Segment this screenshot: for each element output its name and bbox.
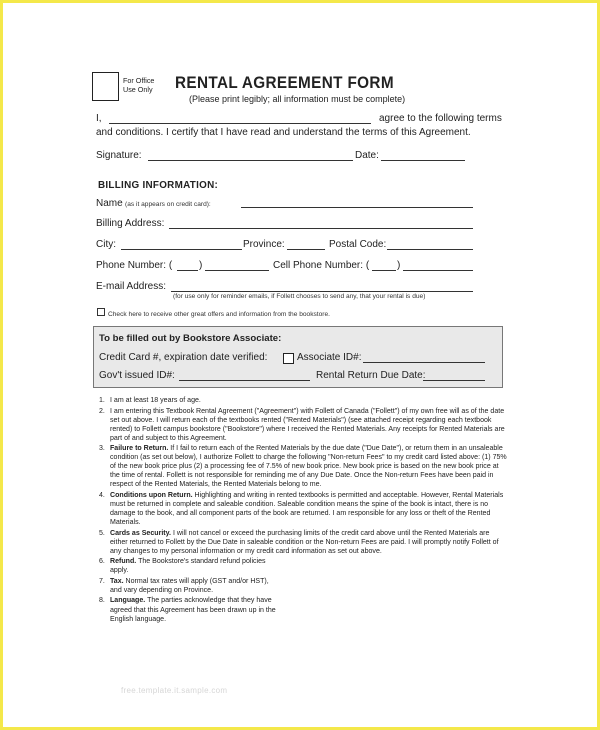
form-title: RENTAL AGREEMENT FORM xyxy=(175,73,394,92)
office-use-note xyxy=(123,76,154,94)
name-label: Name xyxy=(96,198,123,209)
offers-row[interactable] xyxy=(97,308,330,318)
term-item: 2. I am entering this Textbook Rental Agreement ("Agreement") with Follett of Canada ("Follett") of my own free will as of the date set out above. I will return each of the textbooks rented ("Rented Materials") (see attached receipt regarding each textbook rented) to Follett campus bookstore ("Bookstore") where I received the Rented Materials. Any receipts for Rented Materials are part of and subject to this Agreement. xyxy=(99,407,505,442)
govt-id-label: Gov't issued ID#: xyxy=(99,370,175,381)
associate-id-field[interactable] xyxy=(363,362,485,363)
agreement-statement: and conditions. I certify that I have read and understand the terms of this Agreement. xyxy=(96,127,471,138)
email-hint: (for use only for reminder emails, if Follett chooses to send any, that your rental is due) xyxy=(173,293,426,300)
term-item: 8. Language. The parties acknowledge that they have agreed that this Agreement has been drawn up in the English language. xyxy=(99,597,276,623)
watermark: free.template.it.sample.com xyxy=(121,686,228,695)
phone-area-field[interactable] xyxy=(177,270,198,271)
office-use-box[interactable] xyxy=(92,72,119,101)
cell-number-field[interactable] xyxy=(403,270,473,271)
province-field[interactable] xyxy=(287,249,325,250)
city-field[interactable] xyxy=(121,249,242,250)
term-item: 5. Cards as Security. I will not cancel or exceed the purchasing limits of the credit card above until the Rented Materials are either returned to Follett by the Due Date in saleable condition or the Non-return Fees are paid. I will promptly notify Follett of any changes to my personal information or my credit card information as set out above. xyxy=(99,529,499,555)
offers-text: Check here to receive other great offers and information from the bookstore. xyxy=(108,311,330,318)
term-item: 4. Conditions upon Return. Highlighting and writing in rented textbooks is permitted and acceptable. However, Rental Materials must be returned in complete and saleable condition. Saleable condition means the spine of the book is intact, there is no damage to the book, and all component parts of the book are returned. I am responsible for any loss or theft of the Rented Materials. xyxy=(99,491,504,527)
credit-verified-label: Credit Card #, expiration date verified: xyxy=(99,352,268,363)
form-subtitle: (Please print legibly; all information must be complete) xyxy=(189,94,406,104)
cell-phone-label: Cell Phone Number: ( xyxy=(273,260,370,271)
email-label: E-mail Address: xyxy=(96,281,167,292)
name-field[interactable] xyxy=(241,207,473,208)
postal-code-field[interactable] xyxy=(387,249,473,250)
signature-field[interactable] xyxy=(148,160,353,161)
term-item: 1. I am at least 18 years of age. xyxy=(99,397,201,404)
term-item: 7. Tax. Normal tax rates will apply (GST and/or HST), and vary depending on Province. xyxy=(99,577,269,594)
agree-text: agree to the following terms xyxy=(379,113,502,124)
phone-label: Phone Number: ( xyxy=(96,260,173,271)
term-item: 6. Refund. The Bookstore's standard refund policies apply. xyxy=(99,558,266,575)
offers-checkbox[interactable] xyxy=(97,308,105,316)
terms-list xyxy=(99,396,507,625)
billing-heading: BILLING INFORMATION: xyxy=(98,179,219,191)
billing-address-label: Billing Address: xyxy=(96,218,165,229)
due-date-field[interactable] xyxy=(423,380,485,381)
govt-id-field[interactable] xyxy=(179,380,310,381)
office-note-line1: For Office xyxy=(123,76,155,85)
signature-label: Signature: xyxy=(96,150,142,161)
email-field[interactable] xyxy=(171,291,473,292)
date-field[interactable] xyxy=(381,160,465,161)
cell-area-field[interactable] xyxy=(372,270,396,271)
term-item: 3. Failure to Return. If I fail to return each of the Rented Materials by the due date ("Due Date"), or return them in an unsaleable condition (as set out below), I authorize Follett to charge the following "Non-return Fees" to my credit card listed above: (1) 75% of the new book price plus (2) a processing fee of 7.5% of new book price. New book price is based on the new book price at the time of rental. Follett is not responsible for reminding me of any Due Date. Once the Non-return Fees have been paid in respect of the Rented Materials, the Rented Materials belong to me. xyxy=(99,445,507,489)
credit-verified-checkbox[interactable] xyxy=(283,353,294,364)
associate-heading: To be filled out by Bookstore Associate: xyxy=(99,333,282,344)
i-label: I, xyxy=(96,113,102,124)
date-label: Date: xyxy=(355,150,379,161)
cell-close: ) xyxy=(397,260,401,271)
postal-code-label: Postal Code: xyxy=(329,239,387,250)
phone-number-field[interactable] xyxy=(205,270,269,271)
due-date-label: Rental Return Due Date: xyxy=(316,370,426,381)
associate-id-label: Associate ID#: xyxy=(297,352,362,363)
province-label: Province: xyxy=(243,239,285,250)
form-page xyxy=(3,3,597,727)
name-hint: (as it appears on credit card): xyxy=(125,201,211,208)
billing-address-field[interactable] xyxy=(169,228,473,229)
city-label: City: xyxy=(96,239,116,250)
phone-close: ) xyxy=(199,260,203,271)
office-note-line2: Use Only xyxy=(123,85,153,94)
name-agree-field[interactable] xyxy=(109,123,371,124)
